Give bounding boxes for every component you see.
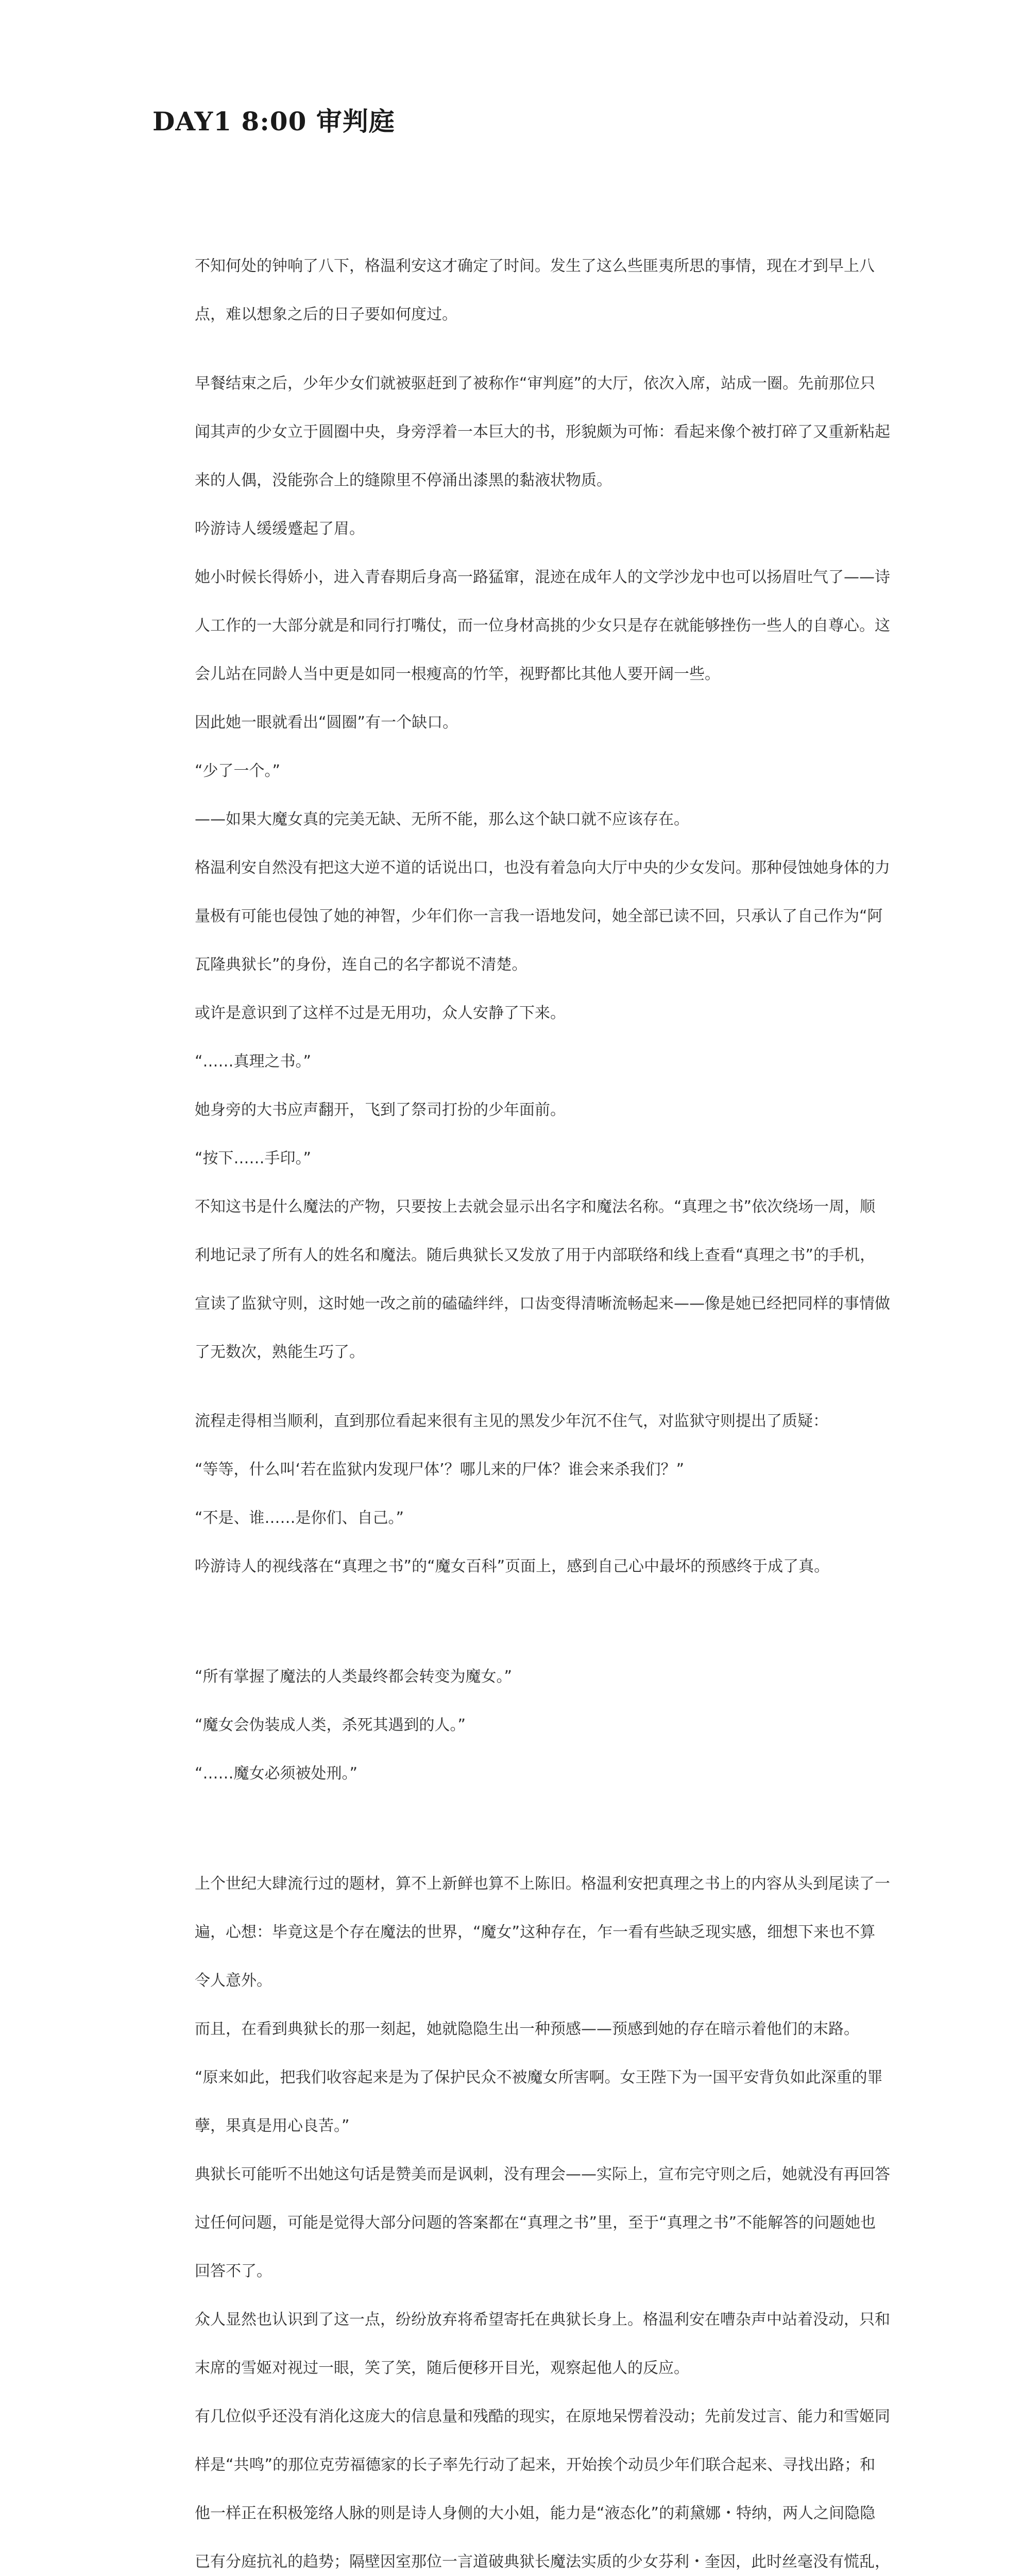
paragraph-4: 她小时候长得娇小，进入青春期后身高一路猛窜，混迹在成年人的文学沙龙中也可以扬眉吐气了——诗人工作的一大部分就是和同行打嘴仗，而一位身材高挑的少女只是存在就能够挫伤一些人的自尊心。这会儿站在同龄人当中更是如同一根瘦高的竹竿，视野都比其他人要开阔一些。 bbox=[195, 568, 890, 683]
quote-9: “原来如此，把我们收容起来是为了保护民众不被魔女所害啊。女王陛下为一国平安背负如此深重的罪孽，果真是用心良苦。” bbox=[195, 2069, 883, 2135]
story-body bbox=[195, 242, 890, 2576]
paragraph-11: 流程走得相当顺利，直到那位看起来很有主见的黑发少年沉不住气，对监狱守则提出了质疑： bbox=[195, 1412, 828, 1430]
quote-7: “魔女会伪装成人类，杀死其遇到的人。” bbox=[195, 1716, 466, 1734]
quote-1: “少了一个。” bbox=[195, 762, 281, 780]
paragraph-1: 不知何处的钟响了八下，格温利安这才确定了时间。发生了这么些匪夷所思的事情，现在才到早上八点，难以想象之后的日子要如何度过。 bbox=[195, 257, 875, 324]
paragraph-9: 她身旁的大书应声翻开，飞到了祭司打扮的少年面前。 bbox=[195, 1101, 566, 1119]
paragraph-16: 众人显然也认识到了这一点，纷纷放弃将希望寄托在典狱长身上。格温利安在嘈杂声中站着没动，只和末席的雪姬对视过一眼，笑了笑，随后便移开目光，观察起他人的反应。 bbox=[195, 2311, 890, 2377]
paragraph-10: 不知这书是什么魔法的产物，只要按上去就会显示出名字和魔法名称。“真理之书”依次绕场一周，顺利地记录了所有人的姓名和魔法。随后典狱长又发放了用于内部联络和线上查看“真理之书”的手机，宣读了监狱守则，这时她一改之前的磕磕绊绊，口齿变得清晰流畅起来——像是她已经把同样的事情做了无数次，熟能生巧了。 bbox=[195, 1198, 890, 1361]
paragraph-5: 因此她一眼就看出“圆圈”有一个缺口。 bbox=[195, 714, 458, 732]
paragraph-3: 吟游诗人缓缓蹙起了眉。 bbox=[195, 520, 365, 538]
paragraph-8: 或许是意识到了这样不过是无用功，众人安静了下来。 bbox=[195, 1004, 566, 1022]
paragraph-7: 格温利安自然没有把这大逆不道的话说出口，也没有着急向大厅中央的少女发问。那种侵蚀她身体的力量极有可能也侵蚀了她的神智，少年们你一言我一语地发问，她全部已读不回，只承认了自己作为“阿瓦隆典狱长”的身份，连自己的名字都说不清楚。 bbox=[195, 859, 890, 974]
paragraph-17: 有几位似乎还没有消化这庞大的信息量和残酷的现实，在原地呆愣着没动；先前发过言、能力和雪姬同样是“共鸣”的那位克劳福德家的长子率先行动了起来，开始挨个动员少年们联合起来、寻找出路；和他一样正在积极笼络人脉的则是诗人身侧的大小姐，能力是“液态化”的莉黛娜・特纳，两人之间隐隐已有分庭抗礼的趋势；隔壁因室那位一言道破典狱长魔法实质的少女芬利・奎因，此时丝毫没有慌乱， bbox=[195, 2408, 890, 2571]
quote-3: “按下……手印。” bbox=[195, 1149, 312, 1167]
paragraph-6: ——如果大魔女真的完美无缺、无所不能，那么这个缺口就不应该存在。 bbox=[195, 810, 689, 828]
paragraph-2: 早餐结束之后，少年少女们就被驱赶到了被称作“审判庭”的大厅，依次入席，站成一圈。先前那位只闻其声的少女立于圆圈中央，身旁浮着一本巨大的书，形貌颇为可怖：看起来像个被打碎了又重新粘起来的人偶，没能弥合上的缝隙里不停涌出漆黑的黏液状物质。 bbox=[195, 375, 890, 489]
paragraph-13: 上个世纪大肆流行过的题材，算不上新鲜也算不上陈旧。格温利安把真理之书上的内容从头到尾读了一遍，心想：毕竟这是个存在魔法的世界，“魔女”这种存在，乍一看有些缺乏现实感，细想下来也不算令人意外。 bbox=[195, 1875, 890, 1990]
chapter-title: DAY1 8:00 审判庭 bbox=[152, 106, 395, 137]
quote-6: “所有掌握了魔法的人类最终都会转变为魔女。” bbox=[195, 1668, 513, 1686]
quote-4: “等等，什么叫‘若在监狱内发现尸体’？哪儿来的尸体？谁会来杀我们？” bbox=[195, 1461, 685, 1479]
paragraph-14: 而且，在看到典狱长的那一刻起，她就隐隐生出一种预感——预感到她的存在暗示着他们的末路。 bbox=[195, 2020, 859, 2038]
paragraph-12: 吟游诗人的视线落在“真理之书”的“魔女百科”页面上，感到自己心中最坏的预感终于成了真。 bbox=[195, 1557, 830, 1575]
quote-8: “……魔女必须被处刑。” bbox=[195, 1765, 358, 1783]
quote-5: “不是、谁……是你们、自己。” bbox=[195, 1509, 404, 1527]
quote-2: “……真理之书。” bbox=[195, 1053, 312, 1071]
paragraph-15: 典狱长可能听不出她这句话是赞美而是讽刺，没有理会——实际上，宣布完守则之后，她就没有再回答过任何问题，可能是觉得大部分问题的答案都在“真理之书”里，至于“真理之书”不能解答的问题她也回答不了。 bbox=[195, 2165, 890, 2280]
